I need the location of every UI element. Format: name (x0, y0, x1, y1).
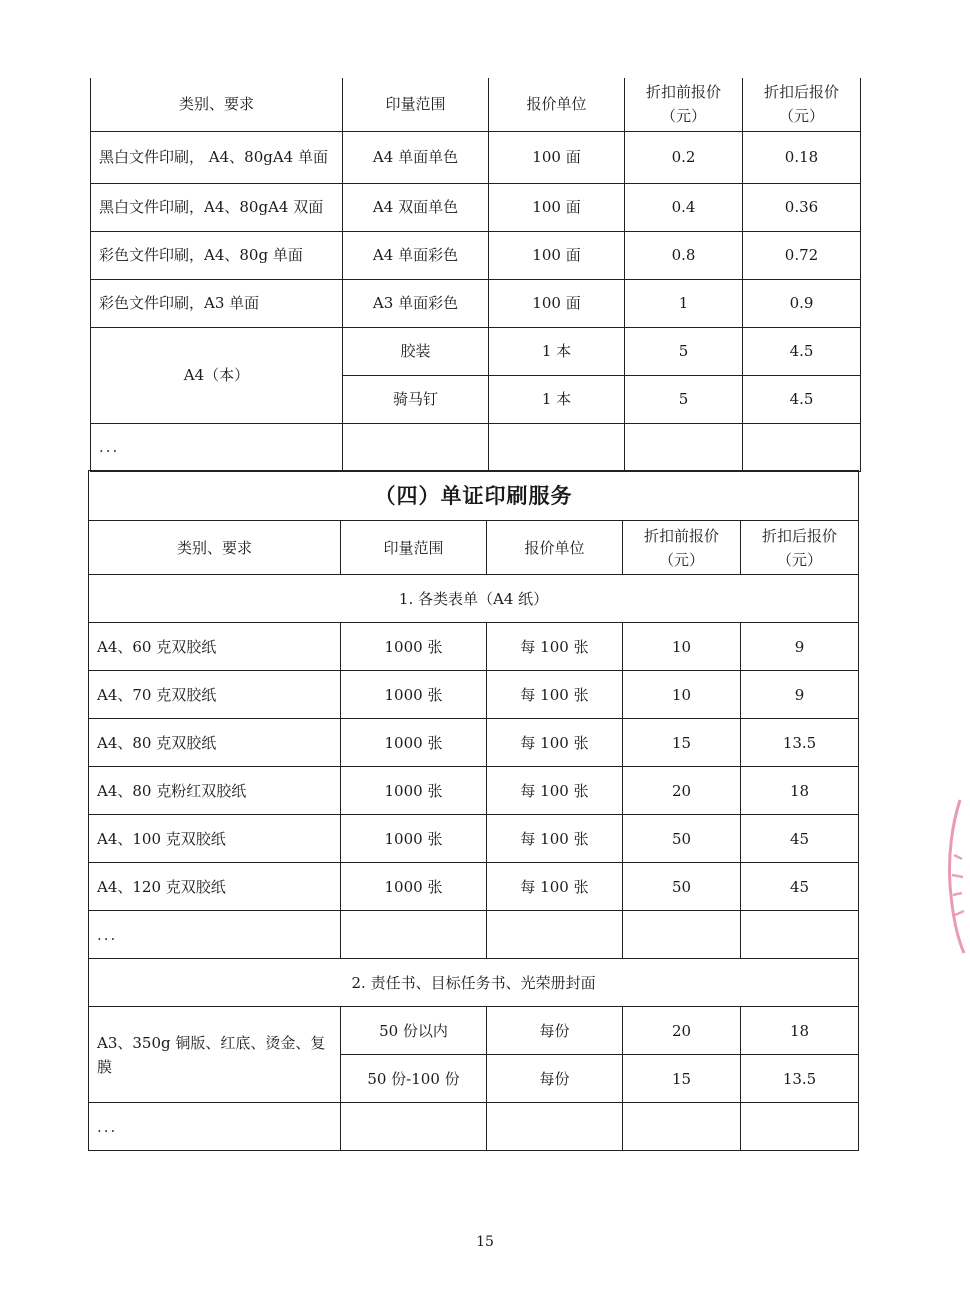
row-price-post: 45 (741, 863, 859, 911)
row-unit: 100 面 (489, 183, 625, 231)
row-category: 黑白文件印刷，A4、80gA4 双面 (91, 183, 343, 231)
row-category: 黑白文件印刷， A4、80gA4 单面 (91, 131, 343, 183)
table-row (89, 815, 859, 863)
row-unit: 每 100 张 (487, 623, 623, 671)
row-unit: 每 100 张 (487, 767, 623, 815)
empty-cell (743, 423, 861, 471)
row-price-post: 0.9 (743, 279, 861, 327)
row-unit: 每 100 张 (487, 863, 623, 911)
header-price-post-line2: （元） (778, 107, 824, 126)
row-range: 1000 张 (341, 863, 487, 911)
header-price-pre-line1: 折扣前报价 (643, 526, 719, 545)
table-row (89, 719, 859, 767)
row-price-pre: 50 (623, 815, 741, 863)
row-price-pre: 50 (623, 863, 741, 911)
row-range: 50 份-100 份 (341, 1055, 487, 1103)
header-price-post (741, 521, 859, 575)
row-category: A4、80 克双胶纸 (89, 719, 341, 767)
empty-cell (341, 1103, 487, 1151)
row-unit: 每份 (487, 1055, 623, 1103)
empty-cell (489, 423, 625, 471)
row-range: A4 双面单色 (343, 183, 489, 231)
subsection-title: 1. 各类表单（A4 纸） (89, 575, 859, 623)
row-price-pre: 15 (623, 719, 741, 767)
row-range: A4 单面单色 (343, 131, 489, 183)
row-price-pre: 0.2 (625, 131, 743, 183)
page-number: 15 (476, 1234, 494, 1250)
row-price-post: 9 (741, 671, 859, 719)
empty-cell (623, 1103, 741, 1151)
header-range: 印量范围 (341, 521, 487, 575)
row-category: A4、100 克双胶纸 (89, 815, 341, 863)
row-price-post: 18 (741, 1007, 859, 1055)
row-price-post: 4.5 (743, 327, 861, 375)
row-price-post: 4.5 (743, 375, 861, 423)
row-category: 彩色文件印刷，A3 单面 (91, 279, 343, 327)
ellipsis-cell: ... (89, 911, 341, 959)
subsection-row (89, 959, 859, 1007)
empty-cell (343, 423, 489, 471)
price-table-continued (90, 78, 861, 472)
empty-cell (741, 911, 859, 959)
empty-cell (487, 911, 623, 959)
row-range: 50 份以内 (341, 1007, 487, 1055)
ellipsis-cell: ... (89, 1103, 341, 1151)
table-row (89, 767, 859, 815)
row-range: 1000 张 (341, 719, 487, 767)
empty-cell (623, 911, 741, 959)
header-price-pre (625, 78, 743, 131)
row-price-pre: 20 (623, 1007, 741, 1055)
header-price-post-line2: （元） (777, 550, 823, 569)
table-row (89, 911, 859, 959)
empty-cell (625, 423, 743, 471)
subsection-title: 2. 责任书、目标任务书、光荣册封面 (89, 959, 859, 1007)
row-category: A4、80 克粉红双胶纸 (89, 767, 341, 815)
row-range: A4 单面彩色 (343, 231, 489, 279)
row-unit: 每 100 张 (487, 815, 623, 863)
table-row (91, 183, 861, 231)
row-category: A4、120 克双胶纸 (89, 863, 341, 911)
row-price-pre: 10 (623, 671, 741, 719)
row-range: 骑马钉 (343, 375, 489, 423)
row-price-pre: 15 (623, 1055, 741, 1103)
row-unit: 1 本 (489, 327, 625, 375)
row-range: 1000 张 (341, 767, 487, 815)
row-range: 1000 张 (341, 815, 487, 863)
stamp-marks (952, 855, 964, 915)
table-row (91, 327, 861, 375)
table-row (91, 231, 861, 279)
row-price-post: 0.72 (743, 231, 861, 279)
section-title-row (89, 471, 859, 521)
row-unit: 100 面 (489, 279, 625, 327)
table-header-row (89, 521, 859, 575)
row-price-post: 18 (741, 767, 859, 815)
row-price-pre: 10 (623, 623, 741, 671)
row-price-pre: 5 (625, 327, 743, 375)
single-form-printing-table (88, 470, 859, 1151)
row-price-pre: 20 (623, 767, 741, 815)
header-price-post-line1: 折扣后报价 (762, 526, 838, 545)
header-category: 类别、要求 (91, 78, 343, 131)
table-row (91, 423, 861, 471)
row-price-pre: 5 (625, 375, 743, 423)
empty-cell (341, 911, 487, 959)
row-price-post: 0.36 (743, 183, 861, 231)
row-range: 1000 张 (341, 671, 487, 719)
row-price-post: 45 (741, 815, 859, 863)
cover-category: A3、350g 铜版、红底、烫金、复膜 (89, 1007, 341, 1103)
row-unit: 100 面 (489, 231, 625, 279)
table-row (91, 279, 861, 327)
row-unit: 每 100 张 (487, 671, 623, 719)
row-unit: 每份 (487, 1007, 623, 1055)
row-price-post: 0.18 (743, 131, 861, 183)
header-range: 印量范围 (343, 78, 489, 131)
header-price-pre (623, 521, 741, 575)
empty-cell (487, 1103, 623, 1151)
header-price-post-line1: 折扣后报价 (763, 83, 839, 102)
row-category: 彩色文件印刷，A4、80g 单面 (91, 231, 343, 279)
header-price-pre-line2: （元） (660, 107, 706, 126)
row-range: 1000 张 (341, 623, 487, 671)
empty-cell (741, 1103, 859, 1151)
row-price-pre: 0.4 (625, 183, 743, 231)
ellipsis-cell: ... (91, 423, 343, 471)
row-unit: 100 面 (489, 131, 625, 183)
row-unit: 1 本 (489, 375, 625, 423)
table-row (89, 623, 859, 671)
table-header-row (91, 78, 861, 131)
header-unit: 报价单位 (487, 521, 623, 575)
table-row (89, 671, 859, 719)
header-price-pre-line2: （元） (658, 550, 704, 569)
header-price-pre-line1: 折扣前报价 (645, 83, 721, 102)
header-price-post (743, 78, 861, 131)
row-category: A4、70 克双胶纸 (89, 671, 341, 719)
row-price-post: 13.5 (741, 1055, 859, 1103)
seal-stamp-edge (938, 795, 968, 955)
header-unit: 报价单位 (489, 78, 625, 131)
header-category: 类别、要求 (89, 521, 341, 575)
row-price-post: 9 (741, 623, 859, 671)
binding-category: A4（本） (91, 327, 343, 423)
row-range: 胶装 (343, 327, 489, 375)
row-range: A3 单面彩色 (343, 279, 489, 327)
row-unit: 每 100 张 (487, 719, 623, 767)
subsection-row (89, 575, 859, 623)
row-price-pre: 0.8 (625, 231, 743, 279)
table-row (89, 1007, 859, 1055)
table-row (89, 1103, 859, 1151)
table-row (89, 863, 859, 911)
row-price-post: 13.5 (741, 719, 859, 767)
section-title: （四）单证印刷服务 (89, 471, 859, 521)
table-row (91, 131, 861, 183)
row-category: A4、60 克双胶纸 (89, 623, 341, 671)
row-price-pre: 1 (625, 279, 743, 327)
